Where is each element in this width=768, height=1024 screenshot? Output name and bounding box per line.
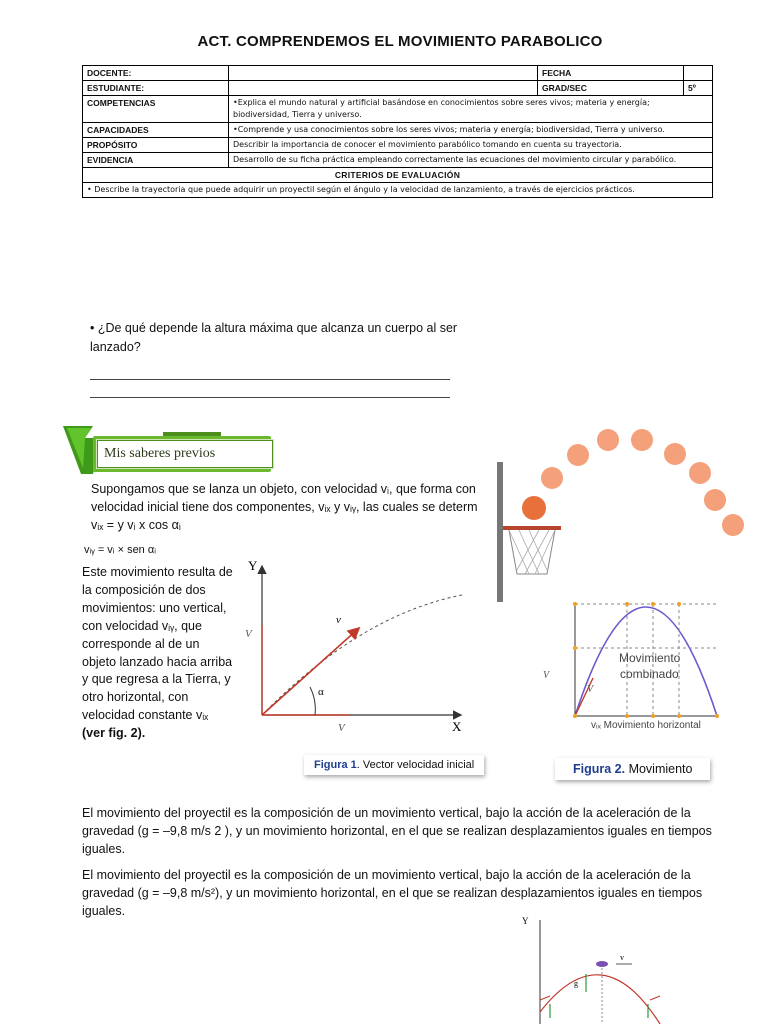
fig1-caption-text: . Vector velocidad inicial <box>356 759 475 771</box>
fig2-vy-label: V <box>543 670 550 681</box>
side-paragraph-ref: (ver fig. 2). <box>82 726 146 741</box>
figure-2-caption <box>555 758 710 780</box>
figure-1-caption <box>304 755 484 775</box>
estudiante-label: ESTUDIANTE: <box>83 81 229 96</box>
answer-line-2[interactable] <box>90 397 450 398</box>
question-text: • ¿De qué depende la altura máxima que alcanza un cuerpo al ser lanzado? <box>90 321 458 354</box>
evidencia-label: EVIDENCIA <box>83 153 229 168</box>
figure-2-diagram <box>535 598 745 733</box>
page-title: ACT. COMPRENDEMOS EL MOVIMIENTO PARABOLICO <box>197 33 603 50</box>
proposito-value: Describir la importancia de conocer el movimiento parabólico tomando en cuenta su trayectoria. <box>229 138 713 153</box>
evidencia-value: Desarrollo de su ficha práctica empleando correctamente las ecuaciones del movimiento circular y parabólico. <box>229 153 713 168</box>
figure-1-diagram <box>240 555 480 745</box>
competencias-label: COMPETENCIAS <box>83 96 229 123</box>
capacidades-label: CAPACIDADES <box>83 123 229 138</box>
fig1-vx-label: V <box>338 722 345 734</box>
figure-3-diagram <box>510 912 680 1024</box>
grado-label: GRAD/SEC <box>538 81 684 96</box>
answer-line-1[interactable] <box>90 379 450 380</box>
intro-line-2: velocidad inicial tiene dos componentes, vᵢₓ y vᵢᵧ, las cuales se determ <box>91 500 478 514</box>
criterios-value: • Describe la trayectoria que puede adquirir un proyectil según el ángulo y la velocidad de lanzamiento, a través de ejercicios prácticos. <box>83 183 713 198</box>
side-paragraph-text: Este movimiento resulta de la composición de dos movimientos: uno vertical, con velocidad vᵢᵧ, que corresponde al de un objeto lanzado hacia arriba y que regresa a la Tierra, y otro horizontal, con velocidad constante vᵢₓ <box>82 565 233 723</box>
section-banner <box>63 424 275 476</box>
fig2-label-2: combinado <box>620 667 679 681</box>
docente-field[interactable] <box>229 66 538 81</box>
fig2-caption-text: Movimiento <box>625 762 693 776</box>
docente-label: DOCENTE: <box>83 66 229 81</box>
fig1-v-label: v <box>336 614 341 626</box>
fig1-vy-label: V <box>245 628 252 640</box>
fig1-alpha-label: α <box>318 686 324 698</box>
grado-value: 5º <box>684 81 713 96</box>
capacidades-value: •Comprende y usa conocimientos sobre los seres vivos; materia y energía; biodiversidad, Tierra y universo. <box>229 123 713 138</box>
fig3-y-label: Y <box>522 916 529 926</box>
banner-label: Mis saberes previos <box>97 440 273 468</box>
intro-line-3: vᵢₓ = y vᵢ x cos αᵢ <box>91 518 181 532</box>
intro-line-1: Supongamos que se lanza un objeto, con velocidad vᵢ, que forma con <box>91 482 476 496</box>
fig2-v-label: V <box>587 684 594 695</box>
fig3-v-label: v <box>620 953 624 962</box>
estudiante-field[interactable] <box>229 81 538 96</box>
fecha-label: FECHA <box>538 66 684 81</box>
fig2-bottom-label: vᵢₓ Movimiento horizontal <box>591 720 701 731</box>
side-paragraph <box>82 564 234 743</box>
fecha-field[interactable] <box>684 66 713 81</box>
info-table <box>82 65 713 198</box>
basketball-icon <box>522 429 744 536</box>
proposito-label: PROPÓSITO <box>83 138 229 153</box>
fig1-y-label: Y <box>248 558 258 573</box>
basketball-illustration <box>495 420 755 605</box>
fig2-label-1: Movimiento <box>619 651 681 665</box>
paragraph-1: El movimiento del proyectil es la composición de un movimiento vertical, bajo la acción de la aceleración de la gravedad (g = –9,8 m/s 2 ), y un movimiento horizontal, en el que se realizan desplazamientos iguales en tiempos iguales. <box>82 806 712 856</box>
fig1-x-label: X <box>452 719 462 734</box>
fig2-caption-num: Figura 2. <box>573 762 626 776</box>
viy-formula: vᵢᵧ = vᵢ × sen αᵢ <box>84 544 156 556</box>
fig1-caption-num: Figura 1 <box>314 759 357 771</box>
criterios-header: CRITERIOS DE EVALUACIÓN <box>83 168 713 183</box>
fig3-g-label: g <box>574 979 578 988</box>
competencias-value: •Explica el mundo natural y artificial basándose en conocimientos sobre seres vivos; materia y energía; biodiversidad, Tierra y universo. <box>229 96 713 123</box>
paragraph-2: El movimiento del proyectil es la composición de un movimiento vertical, bajo la acción de la aceleración de la gravedad (g = –9,8 m/s²), y un movimiento horizontal, en el que se realizan desplazamientos iguales en tiempos iguales. <box>82 868 703 918</box>
